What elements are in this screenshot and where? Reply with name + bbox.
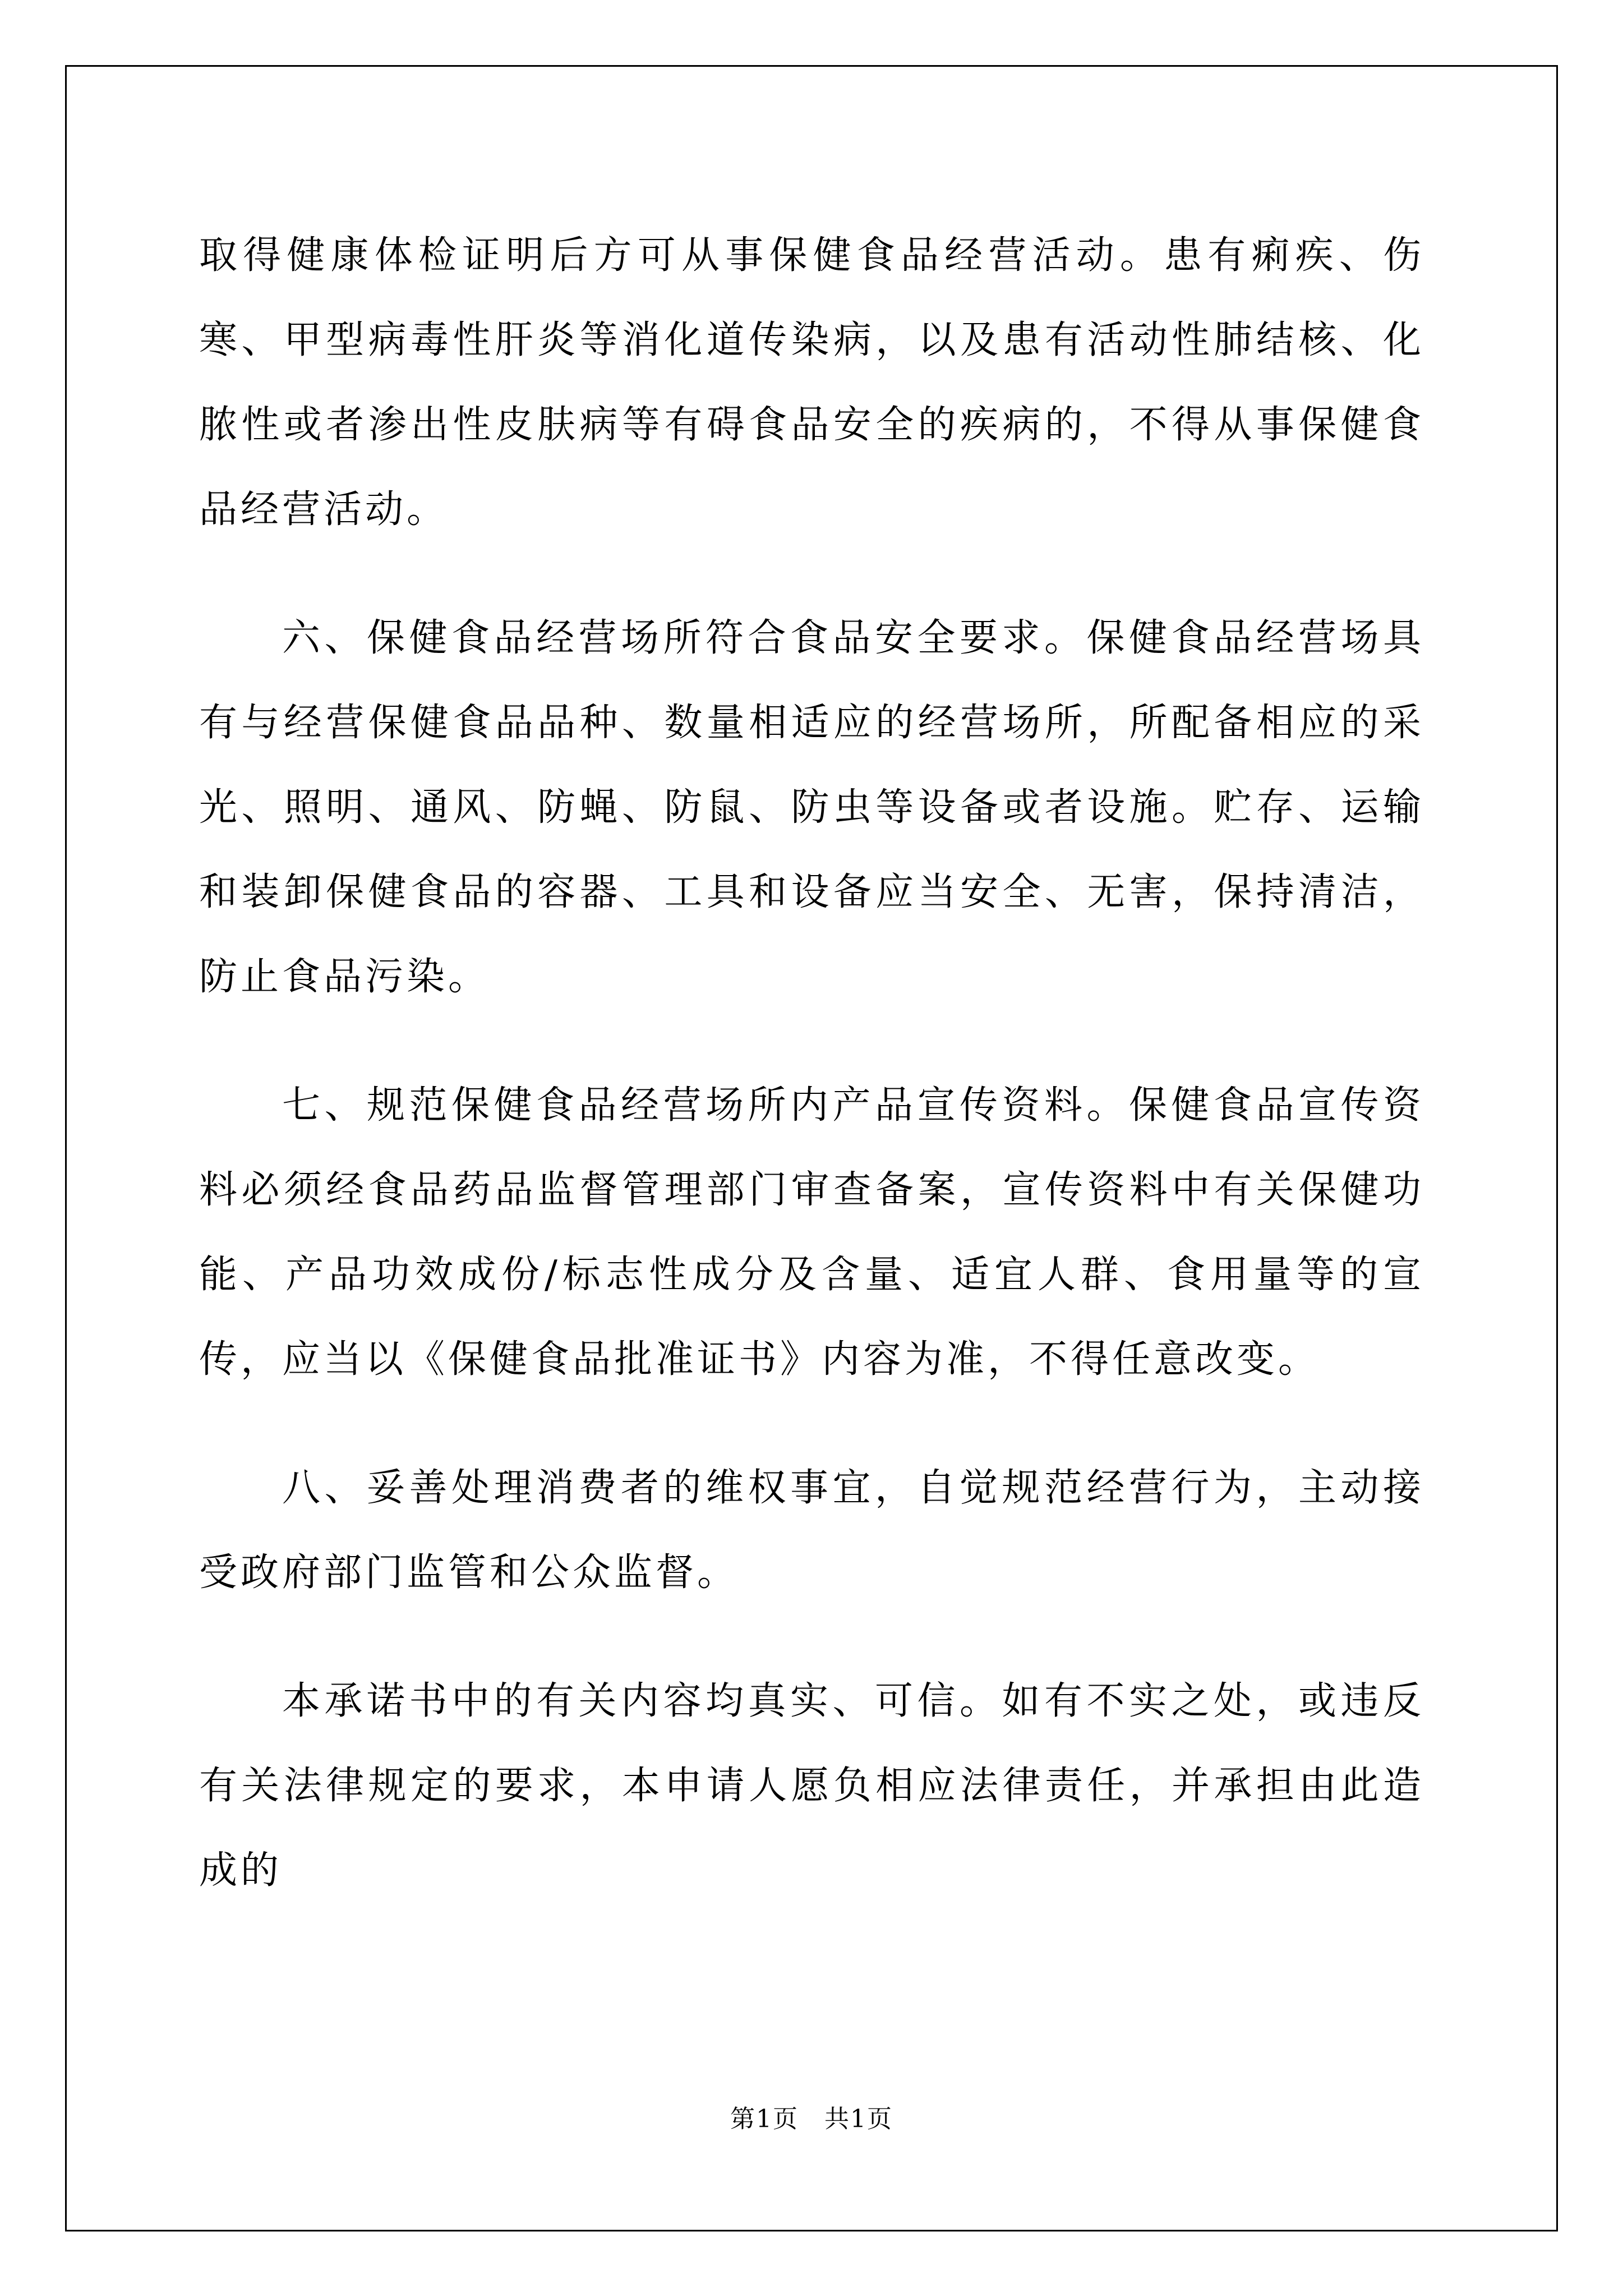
page-footer: 第1页 共1页 bbox=[730, 2105, 893, 2133]
paragraph-continuation: 取得健康体检证明后方可从事保健食品经营活动。患有痢疾、伤寒、甲型病毒性肝炎等消化道传染病，以及患有活动性肺结核、化脓性或者渗出性皮肤病等有碍食品安全的疾病的，不得从事保健食品经营活动。 bbox=[199, 233, 1424, 532]
paragraph-item-7: 七、规范保健食品经营场所内产品宣传资料。保健食品宣传资料必须经食品药品监督管理部门审查备案，宣传资料中有关保健功能、产品功效成份/标志性成分及含量、适宜人群、食用量等的宣传，应当以《保健食品批准证书》内容为准，不得任意改变。 bbox=[199, 1083, 1424, 1382]
paragraph-item-8: 八、妥善处理消费者的维权事宜，自觉规范经营行为，主动接受政府部门监管和公众监督。 bbox=[199, 1466, 1424, 1595]
paragraph-item-6: 六、保健食品经营场所符合食品安全要求。保健食品经营场具有与经营保健食品品种、数量相适应的经营场所，所配备相应的采光、照明、通风、防蝇、防鼠、防虫等设备或者设施。贮存、运输和装卸保健食品的容器、工具和设备应当安全、无害，保持清洁，防止食品污染。 bbox=[199, 616, 1424, 999]
paragraph-commitment: 本承诺书中的有关内容均真实、可信。如有不实之处，或违反有关法律规定的要求，本申请人愿负相应法律责任，并承担由此造成的 bbox=[199, 1679, 1424, 1893]
document-body bbox=[199, 213, 1424, 1913]
